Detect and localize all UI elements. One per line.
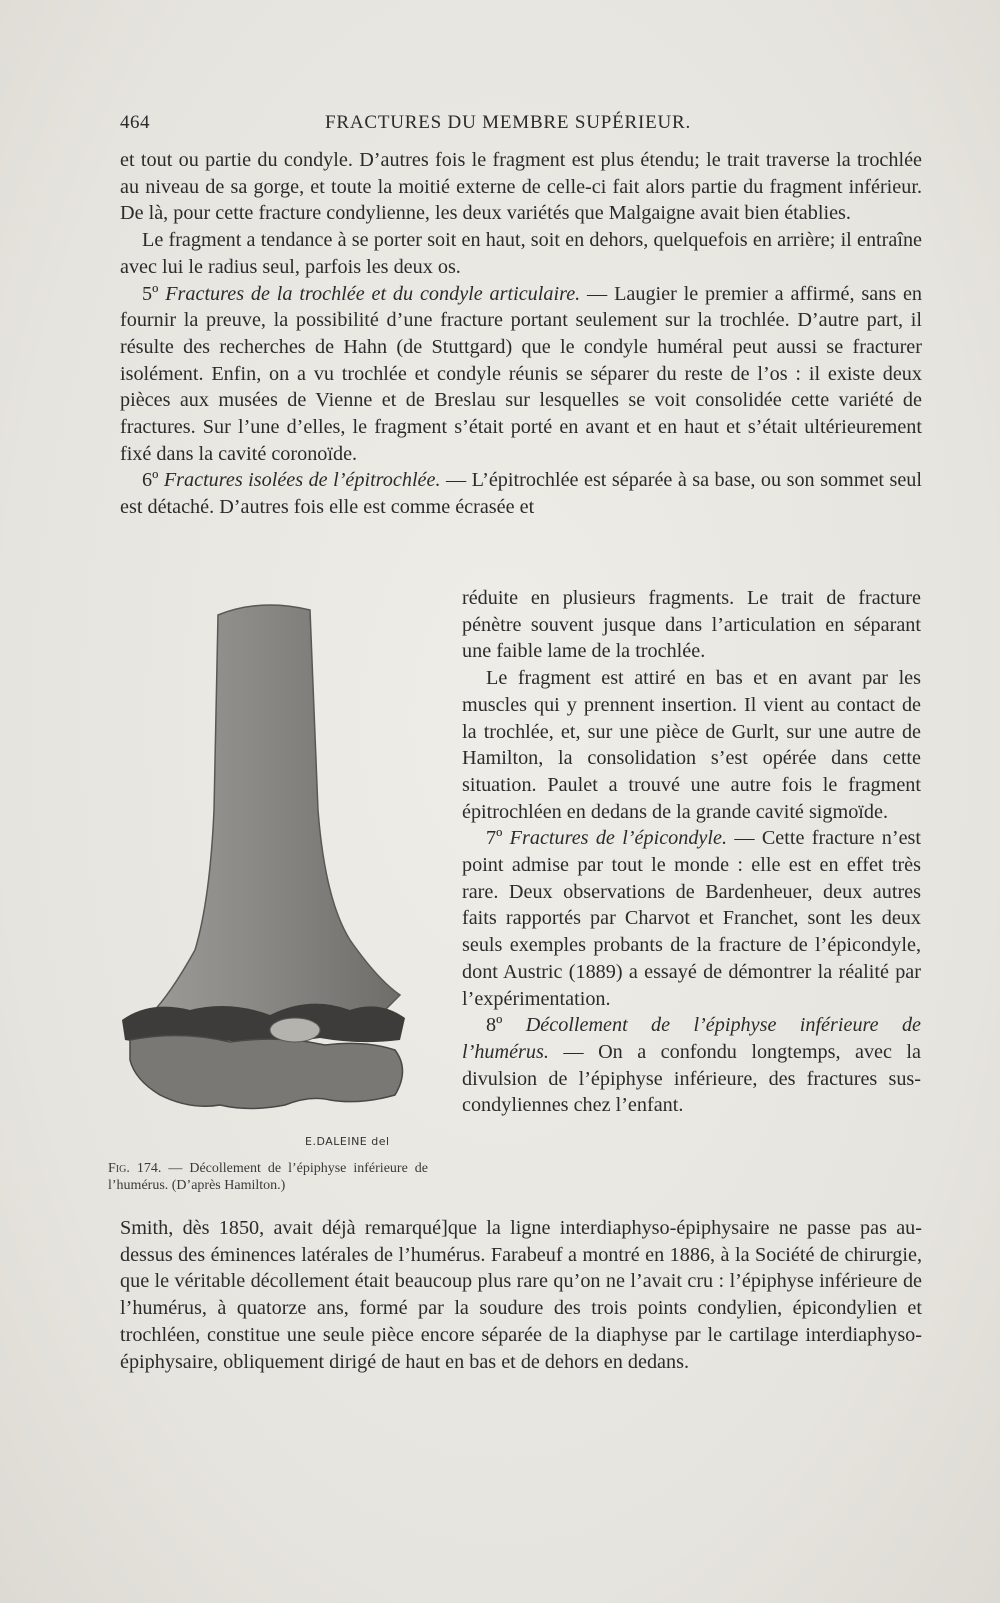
paragraph-displacement: Le fragment a tendance à se porter soit en haut, soit en dehors, quelquefois en arrière; il entraîne avec lui le radius seul, parfois les deux os. xyxy=(120,229,922,278)
section-6-number: 6º xyxy=(142,469,159,492)
section-8-continued: Smith, dès 1850, avait déjà remarqué]que la ligne interdiaphyso-épiphysaire ne passe pas au-dessus des éminences latérales de l’humérus. Farabeuf a montré en 1886, à la Société de chirurgie, que le véritable décollement était beaucoup plus rare qu’on ne l’avait cru : l’épiphyse inférieure de l’humérus, à quatorze ans, formé par la soudure des trois points condylien, épicondylien et trochléen, constitue une seule pièce encore séparée de la diaphyse par le cartilage interdiaphyso-épiphysaire, obliquement dirigé de haut en bas et de dehors en dedans. xyxy=(120,1217,922,1373)
right-column-text xyxy=(462,585,921,1119)
trochlea-fragment xyxy=(270,1018,320,1042)
humerus-illustration xyxy=(110,600,430,1160)
section-5-text: — Laugier le premier a affirmé, sans en fournir la preuve, la possibilité d’une fracture portant seulement sur la trochlée. D’autre part, il résulte des recherches de Hahn (de Stuttgard) que le condyle huméral peut aussi se fracturer isolément. Enfin, on a vu trochlée et condyle réunis se séparer du reste de l’os : il existe deux pièces aux musées de Vienne et de Breslau sur lesquelles se voit consolidée cette variété de fractures. Sur l’une d’elles, le fragment s’était porté en avant et en haut et s’était ultérieurement fixé dans la cavité coronoïde. xyxy=(120,282,923,465)
lower-epiphysis xyxy=(130,1035,403,1108)
bottom-text-block xyxy=(120,1215,922,1375)
running-title: FRACTURES DU MEMBRE SUPÉRIEUR. xyxy=(325,112,692,133)
section-7-title: Fractures de l’épicondyle. xyxy=(509,827,728,850)
section-8-number: 8º xyxy=(486,1014,503,1037)
section-6 xyxy=(120,467,922,520)
figure-caption xyxy=(108,1160,428,1194)
humerus-bone-drawing xyxy=(110,600,430,1135)
page-number: 464 xyxy=(120,112,150,133)
section-8 xyxy=(462,1012,921,1119)
section-7 xyxy=(462,825,921,1012)
section-8-title: Décollement de l’épiphyse inférieure de l’humérus. xyxy=(462,1014,922,1063)
section-5-number: 5º xyxy=(142,282,159,305)
figure-label: Fig. 174. xyxy=(108,1161,162,1176)
section-8-text: — On a confondu longtemps, avec la divulsion de l’épiphyse inférieure, des fractures sus-condyliennes chez l’enfant. xyxy=(462,1040,921,1117)
illustrator-signature: E.DALEINE del xyxy=(305,1135,390,1148)
section-5-title: Fractures de la trochlée et du condyle articulaire. xyxy=(165,282,581,305)
top-text-block xyxy=(120,147,922,521)
section-6-continued: réduite en plusieurs fragments. Le trait de fracture pénètre souvent jusque dans l’articulation en séparant une faible lame de la trochlée. xyxy=(462,587,921,663)
section-6-para2: Le fragment est attiré en bas et en avant par les muscles qui y prennent insertion. Il vient au contact de la trochlée, et, sur une pièce de Gurlt, sur une autre de Hamilton, la consolidation s’est opérée dans cette situation. Paulet a trouvé une autre fois le fragment épitrochléen en dedans de la grande cavité sigmoïde. xyxy=(462,667,921,823)
section-7-text: — Cette fracture n’est point admise par tout le monde : elle est en effet très rare. Deux observations de Bardenheuer, deux autres faits rapportés par Charvot et Franchet, sont les deux seuls exemples probants de la fracture de l’épicondyle, dont Austric (1889) a essayé de démontrer la réalité par l’expérimentation. xyxy=(462,827,922,1010)
bone-shaft xyxy=(150,605,400,1020)
figure-caption-text: — Décollement de l’épiphyse inférieure de l’humérus. (D’après Hamilton.) xyxy=(108,1161,428,1193)
paragraph-condyle: et tout ou partie du condyle. D’autres fois le fragment est plus étendu; le trait traverse la trochlée au niveau de sa gorge, et toute la moitié externe de celle-ci fait alors partie du fragment inférieur. De là, pour cette fracture condylienne, les deux variétés que Malgaigne avait bien établies. xyxy=(120,149,922,225)
section-6-text: — L’épitrochlée est séparée à sa base, ou son sommet seul est détaché. D’autres fois elle est comme écrasée et xyxy=(120,469,922,519)
section-5 xyxy=(120,281,922,468)
section-7-number: 7º xyxy=(486,827,503,850)
section-6-title: Fractures isolées de l’épitrochlée. xyxy=(163,469,441,492)
